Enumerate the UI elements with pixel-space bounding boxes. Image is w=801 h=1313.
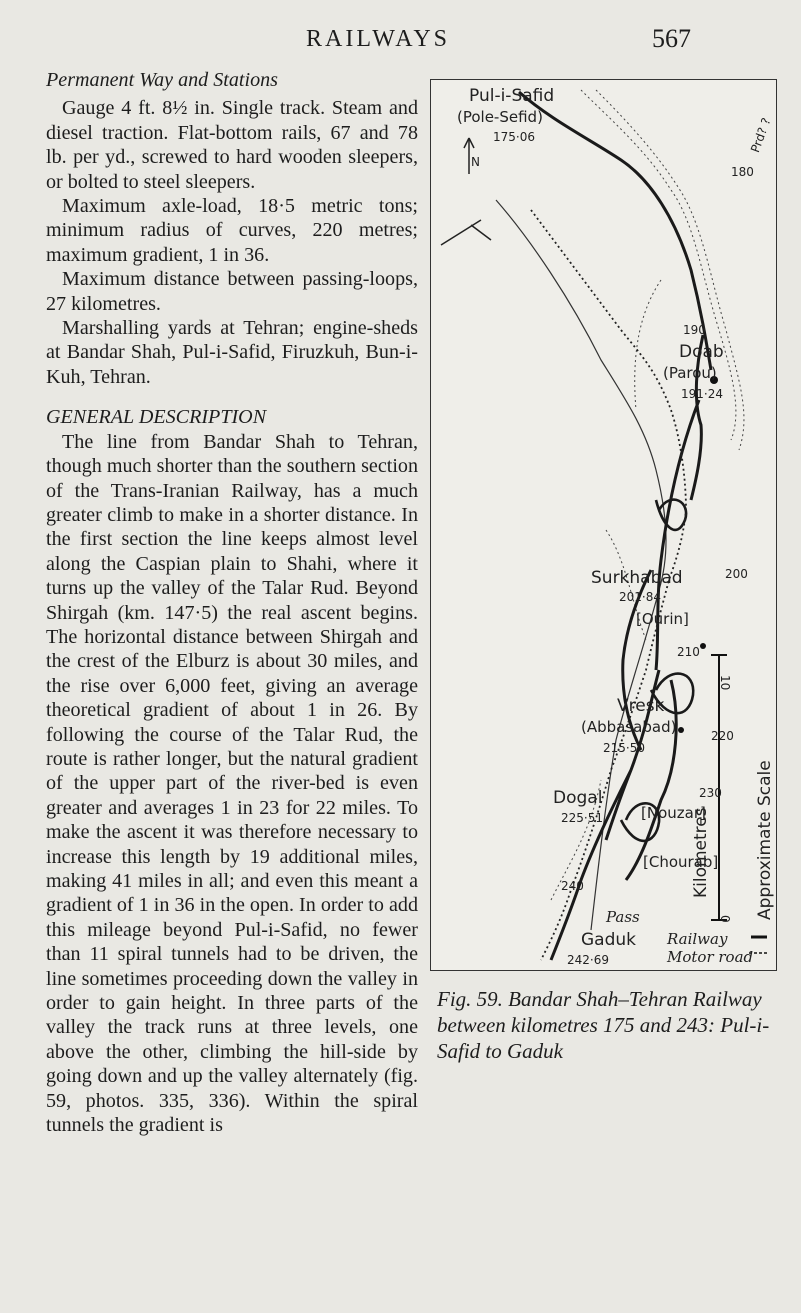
scale-top-label: 10: [718, 675, 732, 691]
km-mark: 210: [677, 645, 700, 659]
north-arrow-icon: [441, 138, 491, 245]
north-label: N: [471, 155, 480, 169]
station-altname-label: [Ourin]: [636, 610, 689, 628]
station-km-label: 191·24: [681, 387, 723, 401]
station-km-label: 215·50: [603, 741, 645, 755]
km-mark: 180: [731, 165, 754, 179]
paragraph: Marshalling yards at Tehran; engine-sheds at Bandar Shah, Pul-i-Safid, Firuzkuh, Bun-i-Kuh, Tehran.: [46, 317, 418, 388]
page-header: [0, 20, 801, 60]
section-heading-permanent-way: Permanent Way and Stations: [46, 69, 278, 91]
route-map-figure: [430, 79, 777, 971]
spiral-tunnels: [621, 500, 693, 841]
station-markers: [678, 376, 718, 733]
prd-label: Prd? ?: [748, 115, 774, 155]
figure-caption: [437, 986, 787, 1064]
station-km-label: 242·69: [567, 953, 609, 967]
scale-bottom-label: 0: [718, 915, 732, 923]
station-name-label: Surkhabad: [591, 568, 683, 588]
page-number: 567: [652, 24, 691, 53]
scale-unit-label: Kilometres: [691, 807, 711, 898]
km-mark: 240: [561, 879, 584, 893]
station-altname-label: (Abbasabad): [581, 718, 677, 736]
section-heading-general-description: GENERAL DESCRIPTION: [46, 406, 267, 429]
km-mark: 200: [725, 567, 748, 581]
paragraph: Maximum distance between passing-loops, 27 kilometres.: [46, 268, 418, 315]
station-km-label: 201·84: [619, 590, 661, 604]
station-altname-label: (Pole-Sefid): [457, 108, 543, 126]
body-text-column: [46, 68, 418, 1137]
station-name-label: Vresk: [617, 696, 665, 716]
station-km-label: 225·51: [561, 811, 603, 825]
figure-caption-text: Bandar Shah–Tehran Railway between kilometres 175 and 243: Pul-i-Safid to Gaduk: [437, 987, 770, 1063]
station-name-label: Doab: [679, 342, 724, 362]
running-head: RAILWAYS: [306, 26, 451, 52]
paragraph: Maximum axle-load, 18·5 metric tons; minimum radius of curves, 220 metres; maximum gradient, 1 in 36.: [46, 195, 418, 266]
valley-contours: [551, 90, 744, 900]
km-mark: 220: [711, 729, 734, 743]
station-name-label: Gaduk: [581, 930, 637, 950]
figure-number: Fig. 59.: [437, 987, 503, 1011]
legend-road-label: Motor road: [667, 948, 754, 966]
km-mark: 230: [699, 786, 722, 800]
legend-railway-label: Railway: [667, 930, 728, 948]
station-altname-label: [Nouzar]: [641, 804, 706, 822]
station-altname-label: [Chourab]: [643, 853, 719, 871]
pass-label: Pass: [606, 908, 640, 926]
paragraph: The line from Bandar Shah to Tehran, though much shorter than the southern section of the Trans-Iranian Railway, has a much greater climb to make in a shorter distance. In the first section the line keeps almost level along the Caspian plain to Shahi, where it turns up the valley of the Talar Rud. Beyond Shirgah (km. 147·5) the real ascent begins. The horizontal distance between Shirgah and the crest of the Elburz is about 30 miles, and the rise over 6,000 feet, giving an average theoretical gradient of about 1 in 26. By following the course of the Talar Rud, the route is rather longer, but the natural gradient of the upper part of the river-bed is even greater and averages 1 in 23 for 22 miles. To make the ascent it was therefore necessary to increase this length by 19 additional miles, making 41 miles in all; and even this meant a gradient of 1 in 36 in the open. In order to add this mileage beyond Pul-i-Safid, no fewer than 11 spiral tunnels had to be driven, the line sometimes proceeding down the valley in order to gain height. In three parts of the valley the track runs at three levels, one above the other, climbing the hill-side by going down and up the valley alternately (fig. 59, photos. 335, 336). Within the spiral tunnels the gradient is: [46, 430, 418, 1137]
station-km-label: 175·06: [493, 130, 535, 144]
station-name-label: Pul-i-Safid: [469, 86, 555, 106]
route-map-drawing: [431, 80, 778, 972]
km-mark: 190: [683, 323, 706, 337]
paragraph: Gauge 4 ft. 8½ in. Single track. Steam and diesel traction. Flat-bottom rails, 67 and 78 lb. per yd., screwed to hard wooden sleepers, or bolted to steel sleepers.: [46, 97, 418, 193]
station-name-label: Dogal: [553, 788, 603, 808]
scale-title-label: Approximate Scale: [755, 760, 775, 920]
station-altname-label: (Parou): [663, 364, 717, 382]
